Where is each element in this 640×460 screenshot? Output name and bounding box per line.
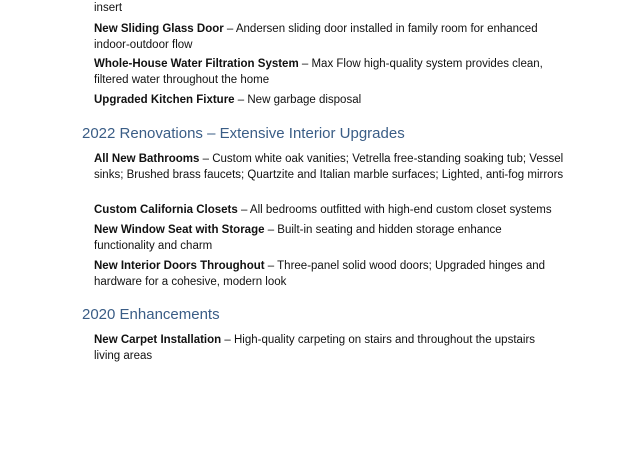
item-description: – Andersen sliding door installed in family room for enhanced indoor-outdoor flow [94, 23, 538, 51]
item-title: New Window Seat with Storage [94, 224, 265, 236]
item-description: – New garbage disposal [234, 94, 362, 106]
list-item [94, 92, 564, 108]
item-description: – Custom white oak vanities; Vetrella free-standing soaking tub; Vessel sinks; Brushed brass faucets; Quartzite and Italian marble surfaces; Lighted, anti-fog mirrors [94, 153, 564, 181]
item-title: New Carpet Installation [94, 334, 222, 346]
item-description: – High-quality carpeting on stairs and throughout the upstairs living areas [94, 334, 536, 362]
item-description: insert [94, 2, 123, 14]
item-description: – Three-panel solid wood doors; Upgraded hinges and hardware for a cohesive, modern look [94, 260, 546, 288]
list-item [94, 151, 564, 183]
item-title: All New Bathrooms [94, 153, 200, 165]
item-title: Custom California Closets [94, 204, 238, 216]
item-description: – Built-in seating and hidden storage enhance functionality and charm [94, 224, 502, 252]
item-title: Upgraded Kitchen Fixture [94, 94, 235, 106]
item-description: – Max Flow high-quality system provides clean, filtered water throughout the home [94, 58, 543, 86]
list-item [94, 0, 564, 16]
list-item [94, 202, 564, 218]
item-title: Whole-House Water Filtration System [94, 58, 299, 70]
list-item [94, 332, 564, 364]
list-item [94, 21, 564, 53]
section-heading-2022: 2022 Renovations – Extensive Interior Upgrades [82, 125, 405, 142]
item-title: New Interior Doors Throughout [94, 260, 265, 272]
section-heading-2020: 2020 Enhancements [82, 306, 220, 323]
list-item [94, 56, 564, 88]
item-title: New Sliding Glass Door [94, 23, 224, 35]
item-description: – All bedrooms outfitted with high-end custom closet systems [237, 204, 552, 216]
list-item [94, 258, 564, 290]
list-item [94, 222, 564, 254]
